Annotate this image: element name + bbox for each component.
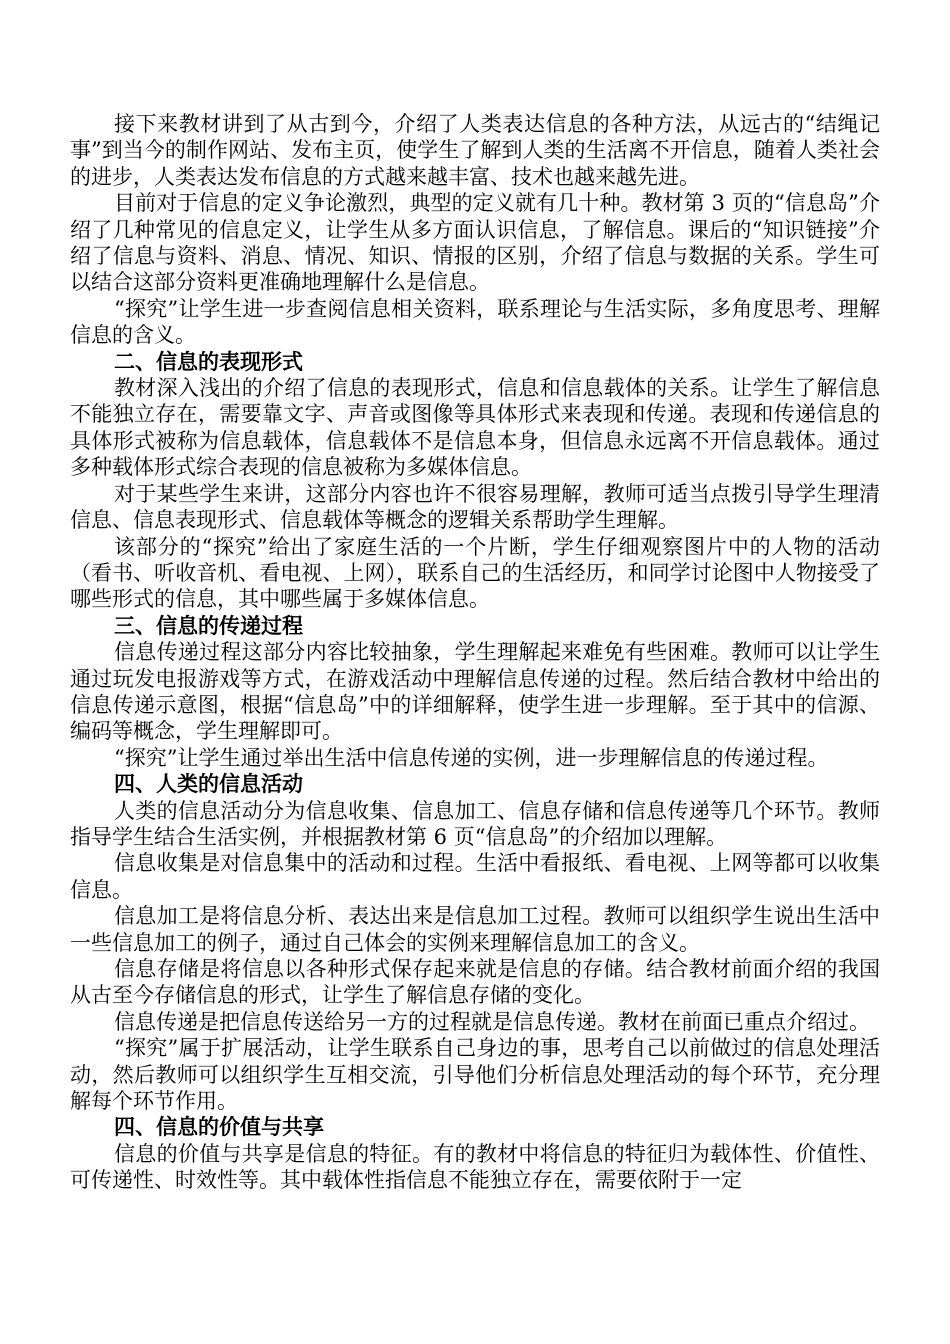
paragraph: “探究”属于扩展活动，让学生联系自己身边的事，思考自己以前做过的信息处理活动，然后教师可以组织学生互相交流，引导他们分析信息处理活动的每个环节，充分理解每个环节作用。 — [70, 1036, 880, 1114]
paragraph: 教材深入浅出的介绍了信息的表现形式，信息和信息载体的关系。让学生了解信息不能独立存在，需要靠文字、声音或图像等具体形式来表现和传递。表现和传递信息的具体形式被称为信息载体，信息载体不是信息本身，但信息永远离不开信息载体。通过多种载体形式综合表现的信息被称为多媒体信息。 — [70, 376, 880, 480]
paragraph: 该部分的“探究”给出了家庭生活的一个片断，学生仔细观察图片中的人物的活动（看书、听收音机、看电视、上网），联系自己的生活经历，和同学讨论图中人物接受了哪些形式的信息，其中哪些属于多媒体信息。 — [70, 534, 880, 612]
paragraph: 信息存储是将信息以各种形式保存起来就是信息的存储。结合教材前面介绍的我国从古至今存储信息的形式，让学生了解信息存储的变化。 — [70, 957, 880, 1008]
section-heading: 二、信息的表现形式 — [114, 348, 303, 374]
paragraph: 信息加工是将信息分析、表达出来是信息加工过程。教师可以组织学生说出生活中一些信息加工的例子，通过自己体会的实例来理解信息加工的含义。 — [70, 904, 880, 955]
paragraph: 对于某些学生来讲，这部分内容也许不很容易理解，教师可适当点拨引导学生理清信息、信息表现形式、信息载体等概念的逻辑关系帮助学生理解。 — [70, 481, 880, 533]
paragraph: 信息收集是对信息集中的活动和过程。生活中看报纸、看电视、上网等都可以收集信息。 — [70, 851, 880, 902]
paragraph: 目前对于信息的定义争论激烈，典型的定义就有几十种。教材第 3 页的“信息岛”介绍了几种常见的信息定义，让学生从多方面认识信息，了解信息。课后的“知识链接”介绍了信息与资料、消息、情况、知识、情报的区别，介绍了信息与数据的关系。学生可以结合这部分资料更准确地理解什么是信息。 — [70, 191, 880, 295]
section-heading: 四、人类的信息活动 — [114, 771, 303, 797]
paragraph: 接下来教材讲到了从古到今，介绍了人类表达信息的各种方法，从远古的“结绳记事”到当今的制作网站、发布主页，使学生了解到人类的生活离不开信息，随着人类社会的进步，人类表达发布信息的方式越来越丰富、技术也越来越先进。 — [70, 112, 880, 189]
paragraph: “探究”让学生通过举出生活中信息传递的实例，进一步理解信息的传递过程。 — [114, 745, 829, 770]
paragraph: 人类的信息活动分为信息收集、信息加工、信息存储和信息传递等几个环节。教师指导学生结合生活实例，并根据教材第 6 页“信息岛”的介绍加以理解。 — [70, 798, 880, 849]
paragraph: 信息的价值与共享是信息的特征。有的教材中将信息的特征归为载体性、价值性、可传递性、时效性等。其中载体性指信息不能独立存在，需要依附于一定 — [70, 1141, 880, 1193]
paragraph: “探究”让学生进一步查阅信息相关资料，联系理论与生活实际，多角度思考、理解信息的含义。 — [70, 296, 880, 348]
paragraph: 信息传递是把信息传送给另一方的过程就是信息传递。教材在前面已重点介绍过。 — [114, 1009, 870, 1034]
paragraph: 信息传递过程这部分内容比较抽象，学生理解起来难免有些困难。教师可以让学生通过玩发电报游戏等方式，在游戏活动中理解信息传递的过程。然后结合教材中给出的信息传递示意图，根据“信息岛”中的详细解释，使学生进一步理解。至于其中的信源、编码等概念，学生理解即可。 — [70, 640, 880, 744]
section-heading: 三、信息的传递过程 — [114, 612, 303, 638]
section-heading: 四、信息的价值与共享 — [114, 1114, 324, 1140]
